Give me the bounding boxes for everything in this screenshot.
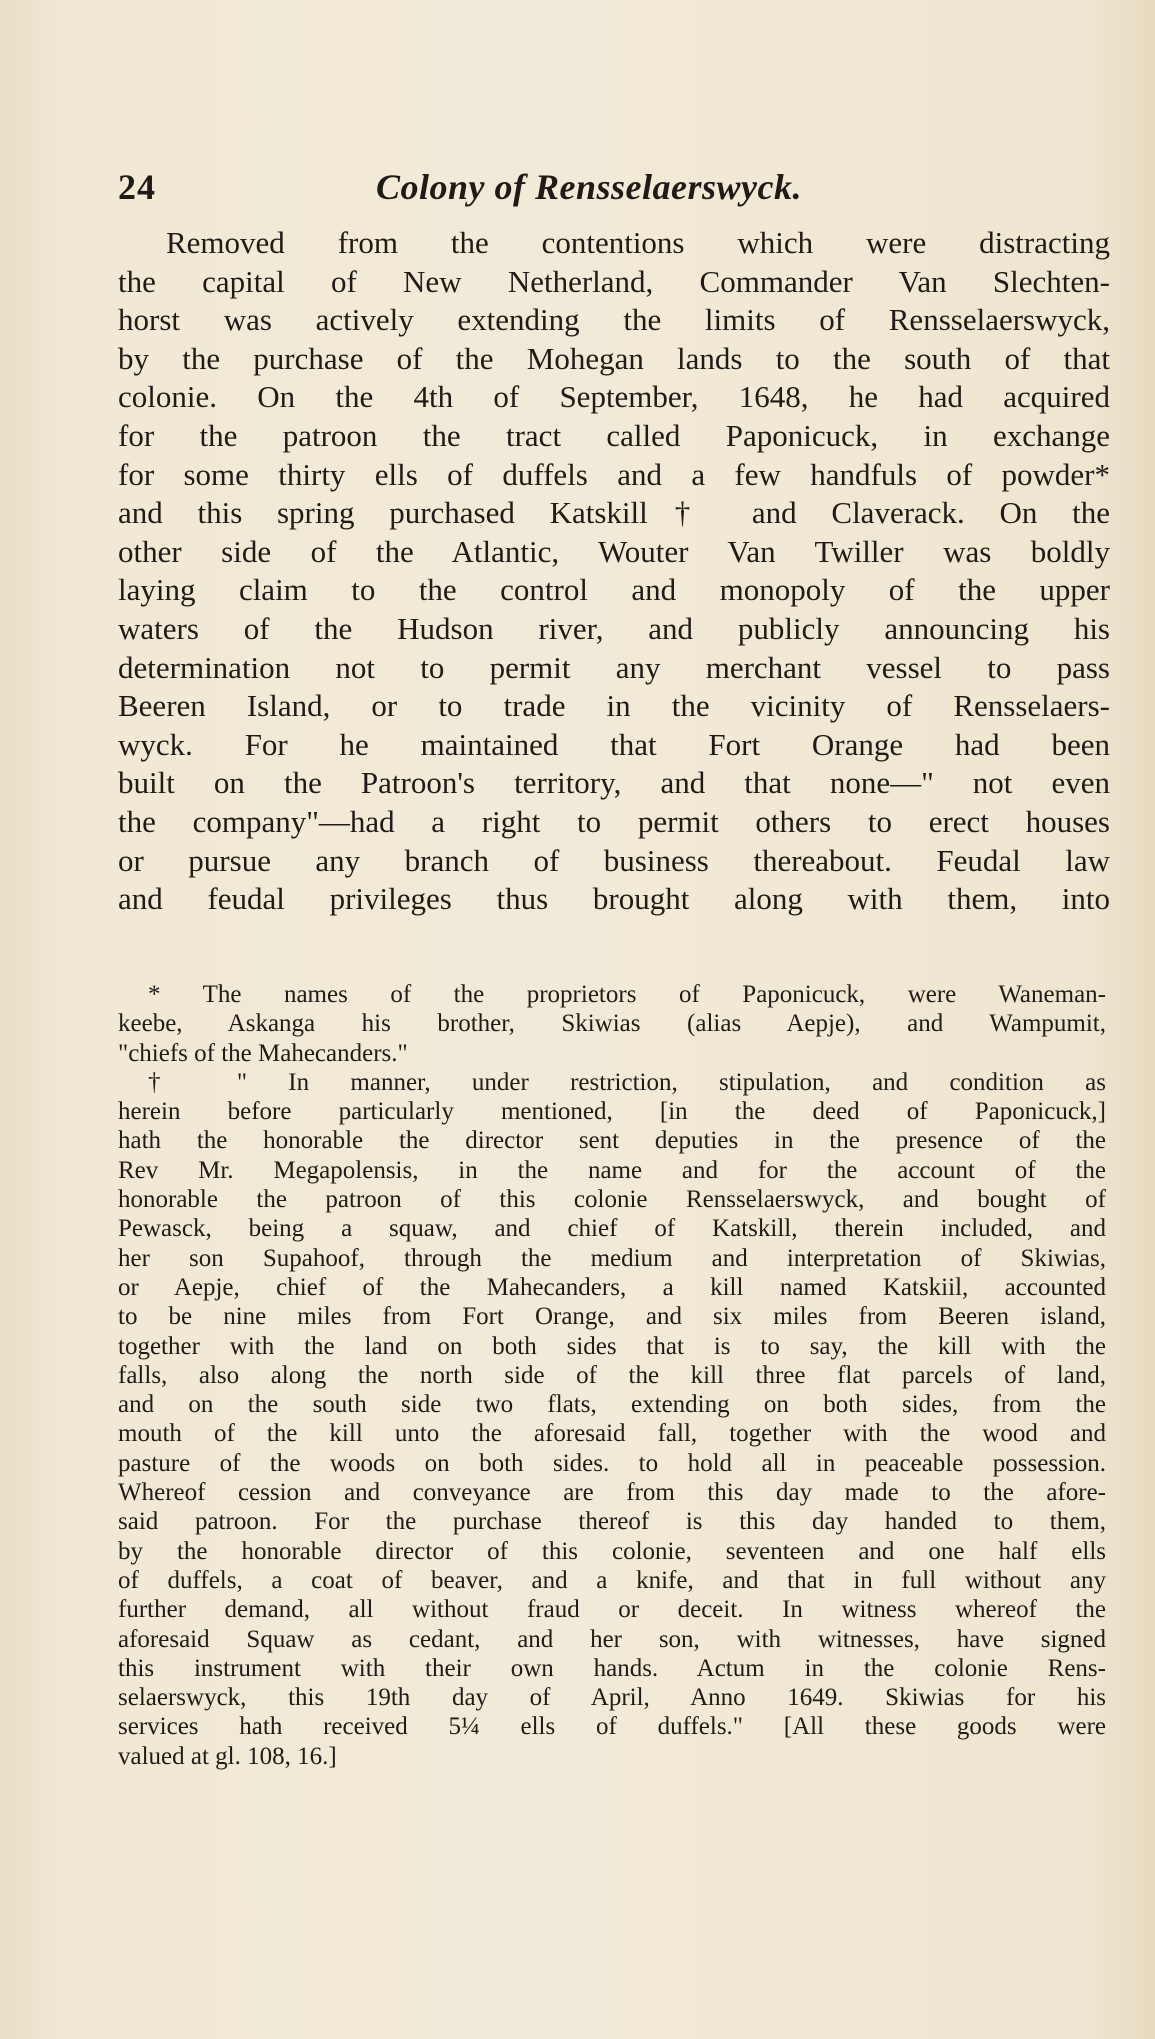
footnote-line: further demand, all without fraud or deceit. In witness whereof the	[118, 1596, 1106, 1624]
body-line: and this spring purchased Katskill† and Claverack. On the	[118, 495, 1110, 531]
page-header	[118, 166, 1108, 226]
footnote-line: of duffels, a coat of beaver, and a knife, and that in full without any	[118, 1566, 1106, 1594]
footnote-line: mouth of the kill unto the aforesaid fall, together with the wood and	[118, 1420, 1106, 1448]
footnote-line: valued at gl. 108, 16.]	[118, 1742, 337, 1770]
footnote-line: together with the land on both sides that is to say, the kill with the	[118, 1332, 1106, 1360]
footnote-line: † " In manner, under restriction, stipulation, and condition as	[148, 1068, 1106, 1096]
body-line: colonie. On the 4th of September, 1648, he had acquired	[118, 379, 1110, 415]
footnote-line: aforesaid Squaw as cedant, and her son, with witnesses, have signed	[118, 1625, 1106, 1653]
body-line: the capital of New Netherland, Commander Van Slechten-	[118, 263, 1110, 299]
footnote-line: said patroon. For the purchase thereof is this day handed to them,	[118, 1508, 1106, 1536]
body-line: waters of the Hudson river, and publicly announcing his	[118, 610, 1110, 646]
footnote-line: or Aepje, chief of the Mahecanders, a kill named Katskiil, accounted	[118, 1273, 1106, 1301]
footnote-line: "chiefs of the Mahecanders."	[118, 1039, 408, 1067]
footnote-line: * The names of the proprietors of Paponicuck, were Waneman-	[148, 981, 1106, 1008]
body-paragraph	[118, 224, 1110, 919]
body-line: by the purchase of the Mohegan lands to the south of that	[118, 340, 1110, 376]
footnote-line: services hath received 5¼ ells of duffels." [All these goods were	[118, 1713, 1106, 1741]
body-line: Beeren Island, or to trade in the vicinity of Rensselaers-	[118, 688, 1110, 724]
footnote-line: Whereof cession and conveyance are from this day made to the afore-	[118, 1479, 1106, 1507]
body-line: for some thirty ells of duffels and a few handfuls of powder*	[118, 456, 1110, 492]
body-line: horst was actively extending the limits of Rensselaerswyck,	[118, 302, 1110, 338]
footnote-line: by the honorable director of this colonie, seventeen and one half ells	[118, 1537, 1106, 1565]
body-line: determination not to permit any merchant vessel to pass	[118, 649, 1110, 685]
footnote-line: pasture of the woods on both sides. to hold all in peaceable possession.	[118, 1449, 1106, 1477]
footnote-line: this instrument with their own hands. Actum in the colonie Rens-	[118, 1654, 1106, 1682]
body-line: or pursue any branch of business thereabout. Feudal law	[118, 842, 1110, 878]
running-title: Colony of Rensselaerswyck.	[376, 167, 802, 207]
footnote-line: Pewasck, being a squaw, and chief of Katskill, therein included, and	[118, 1215, 1106, 1243]
footnotes	[118, 980, 1106, 1771]
footnote-line: her son Supahoof, through the medium and interpretation of Skiwias,	[118, 1244, 1106, 1272]
body-line: laying claim to the control and monopoly of the upper	[118, 572, 1110, 608]
body-line: Removed from the contentions which were distracting	[166, 225, 1110, 260]
body-line: and feudal privileges thus brought along with them, into	[118, 881, 1110, 917]
body-line: built on the Patroon's territory, and that none—" not even	[118, 765, 1110, 801]
footnote-line: Rev Mr. Megapolensis, in the name and for the account of the	[118, 1156, 1106, 1184]
body-line: the company"—had a right to permit others to erect houses	[118, 803, 1110, 839]
footnote-line: selaerswyck, this 19th day of April, Anno 1649. Skiwias for his	[118, 1684, 1106, 1712]
footnote-line: honorable the patroon of this colonie Rensselaerswyck, and bought of	[118, 1186, 1106, 1214]
footnote-line: to be nine miles from Fort Orange, and six miles from Beeren island,	[118, 1303, 1106, 1331]
footnote-line: hath the honorable the director sent deputies in the presence of the	[118, 1127, 1106, 1155]
body-line: other side of the Atlantic, Wouter Van Twiller was boldly	[118, 533, 1110, 569]
footnote-line: and on the south side two flats, extending on both sides, from the	[118, 1391, 1106, 1419]
body-line: for the patroon the tract called Paponicuck, in exchange	[118, 417, 1110, 453]
page-number: 24	[118, 167, 156, 207]
footnote-line: herein before particularly mentioned, [in the deed of Paponicuck,]	[118, 1098, 1106, 1126]
body-line: wyck. For he maintained that Fort Orange had been	[118, 726, 1110, 762]
footnote-line: keebe, Askanga his brother, Skiwias (alias Aepje), and Wampumit,	[118, 1010, 1106, 1038]
footnote-line: falls, also along the north side of the kill three flat parcels of land,	[118, 1361, 1106, 1389]
